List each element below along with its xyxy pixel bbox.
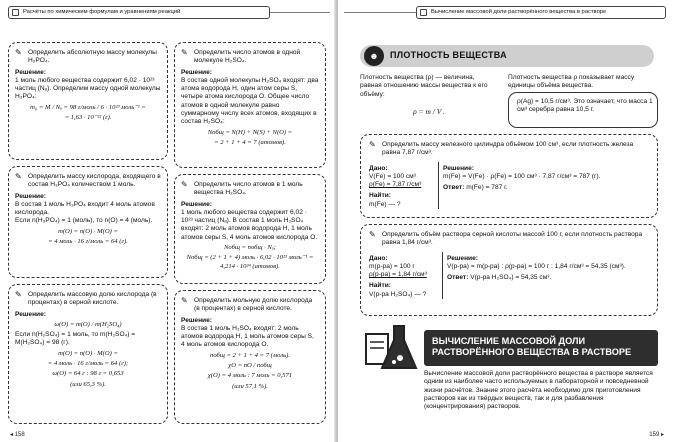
formula-4: ω(O) = 64 г : 98 г = 0,653 (52, 370, 124, 378)
find-label: Найти: (369, 192, 391, 200)
answer-label: Ответ: (447, 274, 469, 282)
solution-text: V(р-ра) = m(р-ра) : ρ(р-ра) = 100 г : 1,84 г/см³ = 54,35 (см³). (447, 262, 626, 270)
page-number-right: 159 ▸ (649, 432, 664, 438)
page-number-right-text: 159 (649, 432, 660, 438)
formula-result: = 2 + 1 + 4 = 7 (атомов). (214, 138, 286, 146)
task-label: Определить массу железного цилиндра объёмом 100 см³, если плотность железа равна 7,87 г/см³. (382, 141, 634, 157)
solution-label: Решение: (447, 254, 478, 262)
task-text (181, 297, 319, 314)
task-card-3 (8, 284, 168, 424)
formula-2: Nобщ = (2 + 1 + 4) моль · 6,02 · 10²³ моль⁻¹ = 4,214 · 10²⁴ (атомов). (186, 254, 314, 270)
task-label: Определить мольную долю кислорода (в процентах) в серной кислоте. (194, 297, 313, 313)
task-card-4 (174, 42, 326, 168)
pencil-icon: ✎ (15, 48, 22, 57)
task-text (15, 291, 161, 308)
right-header (416, 6, 666, 19)
page-number-left: ◂ 158 (10, 432, 25, 438)
task-card-1 (8, 42, 168, 160)
solution-label: Решение: (15, 310, 46, 318)
task-text (181, 49, 319, 66)
given-label: Дано: (369, 254, 388, 262)
flask-book-icon (364, 320, 420, 376)
formula-2: m(O) = n(O) · M(O) = (58, 349, 118, 357)
mass-fraction-intro: Вычисление массовой доли растворённого вещества в растворе является одним из наиболее часто используемых в лабораторной и повседневной жизни расчётов. Знание этого расчёта необходимо для приготовления растворов как из твёрдых веществ, так и для разбавления (концентрирования) растворов. (424, 370, 653, 411)
task-label: Определить абсолютную массу молекулы H₂PO₄. (28, 49, 157, 65)
section-title-text: ПЛОТНОСТЬ ВЕЩЕСТВА (390, 50, 507, 60)
header-marker-icon (420, 9, 427, 16)
density-definition-text: Плотность вещества (ρ) — величина, равная отношению массы вещества к его объёму: (360, 74, 488, 98)
task-label: Определить число атомов в 1 моль вещества H₂SO₄. (194, 181, 303, 197)
task-text (369, 231, 649, 248)
answer-value: m(Fe) = 787 г. (466, 184, 508, 192)
solution-label: Решение: (181, 68, 212, 76)
pencil-icon: ✎ (15, 290, 22, 299)
task-text (15, 49, 161, 66)
pencil-icon: ✎ (369, 230, 376, 239)
given-solution-table (369, 162, 649, 209)
formula: nобщ = 2 + 1 + 4 = 7 (моль). (210, 351, 290, 359)
task-card-2 (8, 166, 168, 278)
answer-value: V(р-ра H₂SO₄) = 54,35 см³. (470, 274, 552, 282)
task-label: Определить число атомов в одной молекуле H₂SO₄. (194, 49, 301, 65)
pencil-icon: ✎ (181, 48, 188, 57)
pencil-icon: ✎ (15, 172, 22, 181)
formula-result: = 1,63 · 10⁻²² (г). (64, 114, 112, 122)
formula-4: (или 57,1 %). (232, 382, 268, 390)
pencil-icon: ✎ (369, 140, 376, 149)
given-value-1: m(р-ра) = 100 г (369, 262, 415, 270)
task-label: Определить массовую долю кислорода (в процентах) в серной кислоте. (28, 291, 157, 307)
find-value: V(р-ра H₂SO₄) — ? (369, 290, 427, 298)
left-header-text: Расчёты по химическим формулам и уравнениям реакций (23, 9, 181, 15)
task-card-6 (174, 290, 326, 424)
answer-label: Ответ: (443, 184, 465, 192)
task-card-5 (174, 174, 326, 284)
silver-example-box (508, 92, 658, 128)
formula-3: = 4 моль · 16 г/моль = 64 (г); (47, 360, 129, 368)
given-value-2: ρ(Fe) = 7,87 г/см³ (369, 181, 422, 189)
solution-label: Решение: (181, 200, 212, 208)
pencil-icon: ✎ (181, 180, 188, 189)
solution-label: Решение: (181, 316, 212, 324)
formula: Nобщ = nобщ · Nₐ; (224, 244, 276, 252)
pencil-icon: ✎ (181, 296, 188, 305)
section-title-density (360, 45, 654, 67)
given-label: Дано: (369, 164, 388, 172)
formula-5: (или 65,3 %). (70, 380, 106, 388)
bubble (397, 355, 403, 361)
left-page (0, 0, 336, 442)
task-text (15, 173, 161, 190)
solution-text: 1 моль любого вещества содержит 6,02 · 10²³ частиц (Nₐ). В состав 1 моль H₂SO₄ входят: 2 моль атомов водорода H, 1 моль атомов серы S, 4 моль атомов кислорода O. (181, 208, 318, 241)
given-solution-table (369, 252, 649, 299)
page-number-left-text: 158 (14, 432, 25, 438)
solution-text: В состав 1 моль H₃PO₄ входит 4 моль атомов кислорода. (15, 200, 155, 217)
density-definition (360, 74, 498, 99)
task-text (181, 181, 319, 198)
bubble (392, 360, 396, 364)
find-label: Найти: (369, 282, 391, 290)
task-label: Определить массу кислорода, входящего в состав H₃PO₄ количеством 1 моль. (28, 173, 161, 189)
task-card-7 (360, 134, 658, 218)
solution-label: Решение: (443, 164, 474, 172)
solution-text: 1 моль любого вещества содержит 6,02 · 10²³ частиц (Nₐ). Определим массу одной молекулы H₃PO₄: (15, 76, 161, 101)
formula: ω(O) = m(O) / m(H₂SO₄) (54, 320, 122, 328)
formula: Nобщ = N(H) + N(S) + N(O) = (207, 128, 293, 136)
given-column (369, 162, 439, 209)
solution-text: Если n(H₂SO₄) = 1 моль, то m(H₂SO₄) = M(H₂SO₄) = 98 (г). (15, 331, 136, 347)
section-title-mass-fraction: ВЫЧИСЛЕНИЕ МАССОВОЙ ДОЛИ РАСТВОРЁННОГО ВЕЩЕСТВА В РАСТВОРЕ (424, 330, 658, 366)
formula: m₀ = M / Nₐ = 98 г/моль / 6 · 10²³ моль⁻¹ = (30, 103, 146, 111)
header-rule (344, 12, 418, 13)
solution-label: Решение: (15, 68, 46, 76)
given-value-1: V(Fe) = 100 см³ (369, 172, 416, 180)
formula: m(O) = n(O) · M(O) = (58, 227, 118, 235)
scientist-icon: ☻ (364, 46, 384, 66)
solution-text: В состав одной молекулы H₂SO₄ входят: два атома водорода H, один атом серы S, четыре атома кислорода O. Общее число атомов в одной молекуле равно суммарному числу всех атомов, входящих в состав H₂SO₄: (181, 76, 319, 126)
solution-text: В состав 1 моль H₂SO₄ входят: 2 моль атомов водорода H, 1 моль атомов серы S, 4 моль атомов кислорода O. (181, 324, 314, 349)
right-header-text: Вычисление массовой доли растворённого вещества в растворе (431, 9, 607, 15)
left-header (8, 6, 270, 19)
formula-result: = 4 моль · 16 г/моль = 64 (г). (48, 238, 128, 246)
formula-3: χ(O) = 4 моль : 7 моль = 0,571 (207, 372, 293, 380)
find-value: m(Fe) — ? (369, 200, 401, 208)
density-formula: ρ = m / V . (413, 107, 445, 116)
given-value-2: ρ(р-ра) = 1,84 г/см³ (369, 271, 427, 279)
task-label: Определить объём раствора серной кислоты массой 100 г, если плотность раствора равна 1,84 г/см³. (382, 231, 643, 247)
density-meaning: Плотность вещества ρ показывает массу единицы объёма вещества. (508, 74, 635, 90)
header-rule (270, 12, 330, 13)
header-marker-icon (12, 9, 19, 16)
given-column (369, 252, 443, 299)
solution-column (439, 162, 649, 209)
task-card-8 (360, 224, 658, 316)
task-text (369, 141, 649, 158)
silver-example-text: ρ(Ag) = 10,5 г/см³. Это означает, что масса 1 см³ серебра равна 10,5 г. (517, 98, 653, 114)
solution-label: Решение: (15, 192, 46, 200)
formula-2: χO = nO / nобщ (228, 362, 272, 370)
solution-text: m(Fe) = V(Fe) · ρ(Fe) = 100 см³ · 7,87 г/см³ = 787 (г). (443, 172, 601, 180)
solution-column (443, 252, 649, 299)
solution-text-2: Если n(H₃PO₄) = 1 (моль), то n(O) = 4 (моль). (15, 217, 153, 225)
